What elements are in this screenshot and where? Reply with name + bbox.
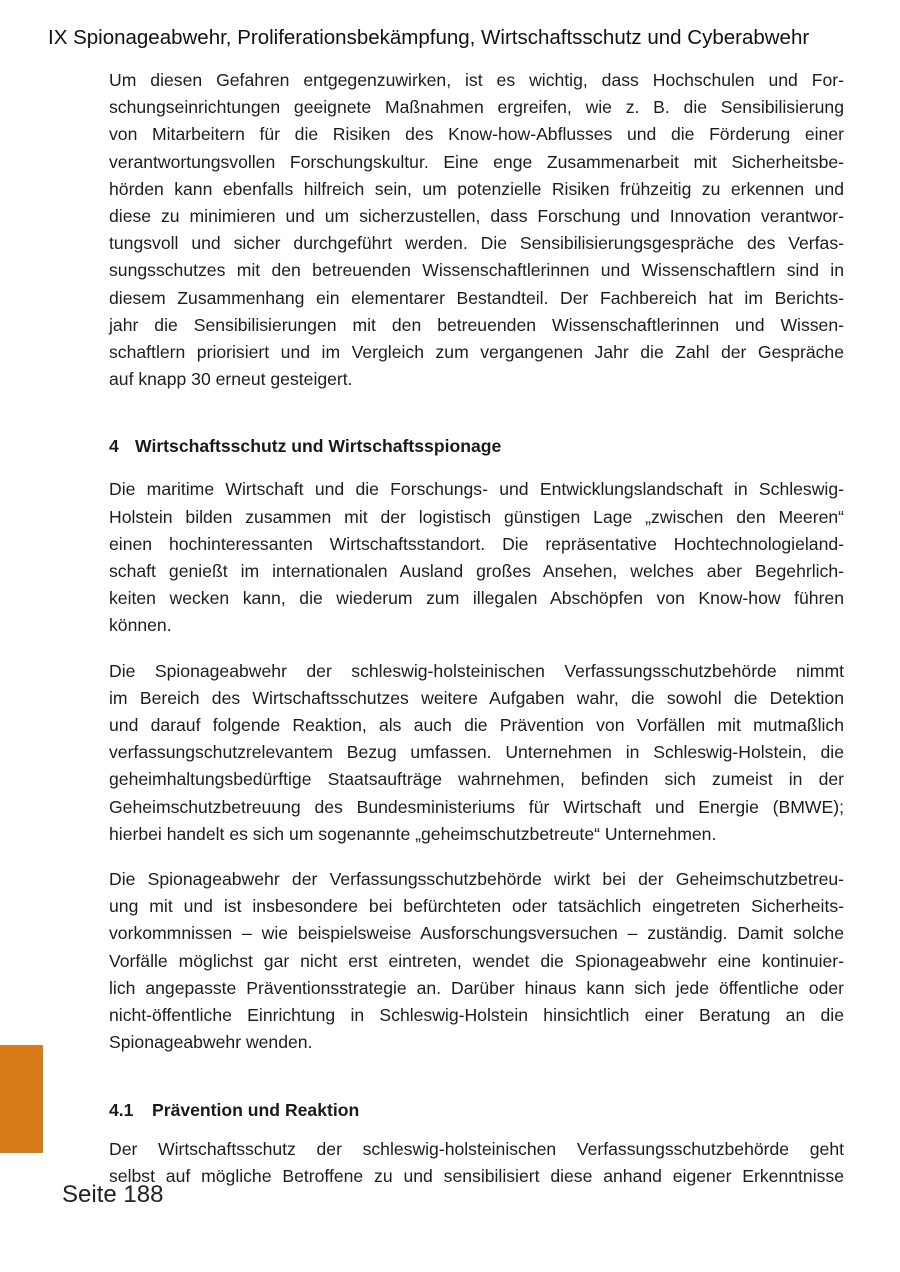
chapter-tab-marker bbox=[0, 1045, 43, 1153]
page-number: Seite 188 bbox=[62, 1181, 164, 1208]
paragraph-line: im Bereich des Wirtschaftsschutzes weitere Aufgaben wahr, die sowohl die Detektion bbox=[109, 687, 844, 708]
paragraph-line: ung mit und ist insbesondere bei befürchteten oder tatsächlich eingetreten Sicherheits- bbox=[109, 896, 844, 917]
paragraph-1 bbox=[109, 67, 844, 393]
paragraph-line: Die maritime Wirtschaft und die Forschungs- und Entwicklungslandschaft in Schleswig- bbox=[109, 479, 844, 500]
paragraph-line: verfassungschutzrelevantem Bezug umfassen. Unternehmen in Schleswig-Holstein, die bbox=[109, 742, 844, 763]
paragraph-2 bbox=[109, 476, 844, 639]
paragraph-line: Vorfälle möglichst gar nicht erst eintreten, wendet die Spionageabwehr eine kontinuier- bbox=[109, 950, 844, 971]
paragraph-line: selbst auf mögliche Betroffene zu und sensibilisiert diese anhand eigener Erkenntnisse bbox=[109, 1165, 844, 1186]
paragraph-line: nicht-öffentliche Einrichtung in Schleswig-Holstein hinsichtlich einer Beratung an die bbox=[109, 1005, 844, 1026]
paragraph-line: Geheimschutzbetreuung des Bundesministeriums für Wirtschaft und Energie (BMWE); bbox=[109, 796, 844, 817]
paragraph-line: geheimhaltungsbedürftige Staatsaufträge wahrnehmen, befinden sich zumeist in der bbox=[109, 769, 844, 790]
paragraph-3 bbox=[109, 658, 844, 848]
paragraph-line: können. bbox=[109, 615, 172, 636]
page-header: IX Spionageabwehr, Proliferationsbekämpfung, Wirtschaftsschutz und Cyberabwehr bbox=[48, 26, 810, 49]
paragraph-line: lich angepasste Präventionsstrategie an. Darüber hinaus kann sich jede öffentliche oder bbox=[109, 977, 844, 998]
section-4-1-heading bbox=[109, 1096, 844, 1124]
paragraph-line: vorkommnissen – wie beispielsweise Ausforschungsversuchen – zuständig. Damit solche bbox=[109, 923, 844, 944]
paragraph-line: und darauf folgende Reaktion, als auch die Prävention von Vorfällen mit mutmaßlich bbox=[109, 715, 844, 736]
paragraph-line: Die Spionageabwehr der schleswig-holsteinischen Verfassungsschutzbehörde nimmt bbox=[109, 660, 844, 681]
paragraph-line: tungsvoll und sicher durchgeführt werden. Die Sensibilisierungsgespräche des Verfas- bbox=[109, 233, 844, 254]
section-4-title: Wirtschaftsschutz und Wirtschaftsspionage bbox=[135, 436, 502, 457]
section-4-number: 4 bbox=[109, 436, 119, 457]
paragraph-line: von Mitarbeitern für die Risiken des Know-how-Abflusses und die Förderung einer bbox=[109, 124, 844, 145]
page-content bbox=[109, 67, 844, 1190]
paragraph-line: hierbei handelt es sich um sogenannte „geheimschutzbetreute“ Unternehmen. bbox=[109, 823, 717, 844]
paragraph-line: einen hochinteressanten Wirtschaftsstandort. Die repräsentative Hochtechnologieland- bbox=[109, 533, 844, 554]
paragraph-line: Holstein bilden zusammen mit der logistisch günstigen Lage „zwischen den Meeren“ bbox=[109, 506, 844, 527]
paragraph-4 bbox=[109, 866, 844, 1056]
paragraph-line: Der Wirtschaftsschutz der schleswig-holsteinischen Verfassungsschutzbehörde geht bbox=[109, 1138, 844, 1159]
paragraph-line: Spionageabwehr wenden. bbox=[109, 1032, 313, 1053]
paragraph-line: sungsschutzes mit den betreuenden Wissenschaftlerinnen und Wissenschaftlern sind in bbox=[109, 260, 844, 281]
section-4-heading bbox=[109, 432, 844, 460]
paragraph-5 bbox=[109, 1136, 844, 1190]
paragraph-line: hörden kann ebenfalls hilfreich sein, um potenzielle Risiken frühzeitig zu erkennen und bbox=[109, 178, 844, 199]
paragraph-line: diesem Zusammenhang ein elementarer Bestandteil. Der Fachbereich hat im Berichts- bbox=[109, 287, 844, 308]
paragraph-line: diese zu minimieren und um sicherzustellen, dass Forschung und Innovation verantwor- bbox=[109, 206, 844, 227]
section-4-1-title: Prävention und Reaktion bbox=[152, 1099, 360, 1120]
section-4-1-number: 4.1 bbox=[109, 1099, 134, 1120]
paragraph-line: schaft genießt im internationalen Ausland großes Ansehen, welches aber Begehrlich- bbox=[109, 561, 844, 582]
paragraph-line: schaftlern priorisiert und im Vergleich zum vergangenen Jahr die Zahl der Gespräche bbox=[109, 342, 844, 363]
paragraph-line: auf knapp 30 erneut gesteigert. bbox=[109, 369, 353, 390]
paragraph-line: jahr die Sensibilisierungen mit den betreuenden Wissenschaftlerinnen und Wissen- bbox=[109, 314, 844, 335]
paragraph-line: verantwortungsvollen Forschungskultur. Eine enge Zusammenarbeit mit Sicherheitsbe- bbox=[109, 151, 844, 172]
paragraph-line: Um diesen Gefahren entgegenzuwirken, ist es wichtig, dass Hochschulen und For- bbox=[109, 70, 844, 90]
paragraph-line: schungseinrichtungen geeignete Maßnahmen ergreifen, wie z. B. die Sensibilisierung bbox=[109, 97, 844, 118]
paragraph-line: Die Spionageabwehr der Verfassungsschutzbehörde wirkt bei der Geheimschutzbetreu- bbox=[109, 869, 844, 890]
paragraph-line: keiten wecken kann, die wiederum zum illegalen Abschöpfen von Know-how führen bbox=[109, 588, 844, 609]
